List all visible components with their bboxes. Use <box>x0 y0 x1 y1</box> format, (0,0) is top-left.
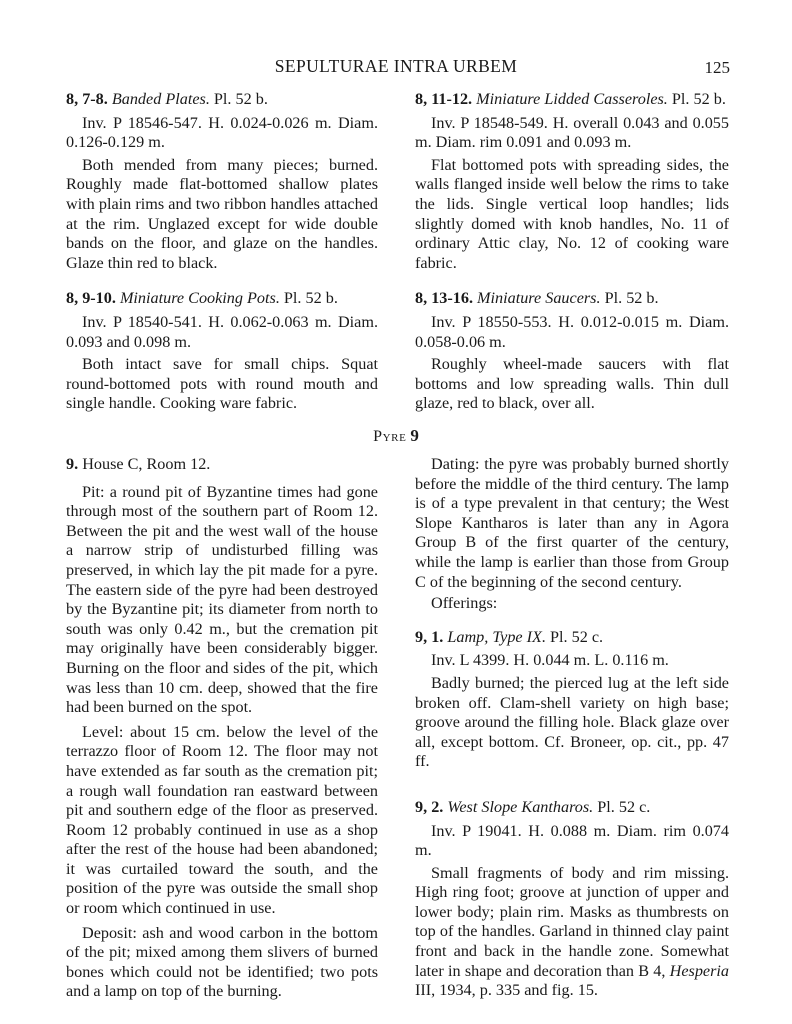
catalog-entry-miniature-cooking-pots <box>66 289 378 414</box>
entry-number: 9, 2. <box>415 797 444 816</box>
entry-number: 8, 7-8. <box>66 90 108 108</box>
catalog-entry-lamp <box>415 628 729 772</box>
entry-heading <box>66 289 378 309</box>
entry-description: Both intact save for small chips. Squat round-bottomed pots with round mouth and single handle. Cooking ware fabric. <box>66 355 378 413</box>
entry-description: Both mended from many pieces; burned. Roughly made flat-bottomed shallow plates with plain rims and two ribbon handles attached at the rim. Unglazed except for wide double bands on the floor, and glaze on the handles. Glaze thin red to black. <box>66 155 378 272</box>
entry-plate: Pl. 52 b. <box>213 90 268 108</box>
entry-description: Roughly wheel-made saucers with flat bottoms and low spreading walls. Thin dull glaze, red to black, over all. <box>415 355 729 413</box>
entry-inventory: Inv. P 18550-553. H. 0.012-0.015 m. Diam. 0.058-0.06 m. <box>415 312 729 351</box>
pyre-location: House C, Room 12. <box>82 455 211 473</box>
entry-heading <box>415 289 729 309</box>
top-left-column <box>66 90 378 430</box>
entry-plate: Pl. 52 b. <box>283 289 338 308</box>
pyre-level-paragraph: Level: about 15 cm. below the level of the terrazzo floor of Room 12. The floor may not have extended as far south as the cremation pit; a rough wall foundation ran eastward between pit and southern edge of the floor as preserved. Room 12 probably continued in use as a shop after the rest of the house had been abandoned; it was curtailed toward the south, and the position of the pyre was outside the small shop or room which continued in use. <box>66 722 378 918</box>
entry-plate: Pl. 52 b. <box>671 90 726 108</box>
entry-heading <box>66 90 378 110</box>
catalog-entry-banded-plates <box>66 90 378 273</box>
entry-title: Banded Plates. <box>111 90 210 108</box>
entry-description: Flat bottomed pots with spreading sides, the walls flanged inside well below the rims to take the lids. Single vertical loop handles; lids slightly domed with knob handles, No. 11 of ordinary Attic clay, No. 12 of cooking ware fabric. <box>415 155 729 272</box>
catalog-entry-west-slope-kantharos <box>415 798 729 1001</box>
entry-number: 9, 1. <box>415 627 444 646</box>
page-number: 125 <box>704 58 730 77</box>
entry-inventory: Inv. P 19041. H. 0.088 m. Diam. rim 0.074 m. <box>415 821 729 860</box>
entry-number: 8, 9-10. <box>66 289 116 308</box>
entry-inventory: Inv. P 18546-547. H. 0.024-0.026 m. Diam. 0.126-0.129 m. <box>66 113 378 152</box>
entry-heading <box>415 90 729 110</box>
entry-title: Miniature Saucers. <box>477 289 601 308</box>
pyre-pit-paragraph: Pit: a round pit of Byzantine times had gone through most of the southern part of Room 12. Between the pit and the west wall of the house a narrow strip of undisturbed filling was preserved, in which lay the pit made for a pyre. The eastern side of the pyre had been destroyed by the Byzantine pit; its diameter from north to south was only 0.42 m., but the cremation pit may originally have been considerably bigger. Burning on the floor and sides of the pit, which was less than 10 cm. deep, showed that the fire had been burned on the spot. <box>66 482 378 717</box>
catalog-entry-miniature-saucers <box>415 289 729 414</box>
entry-title: Lamp, Type IX. <box>447 627 546 646</box>
entry-plate: Pl. 52 b. <box>604 289 659 308</box>
journal-title: Hesperia <box>669 961 729 980</box>
description-main: Small fragments of body and rim missing. High ring foot; groove at junction of upper and lower body; plain rim. Masks as thumbrests on top of the handles. Garland in thinned clay paint front and back in the handle zone. Somewhat later in shape and decoration than B 4, <box>415 863 729 980</box>
section-title <box>0 426 792 446</box>
entry-inventory: Inv. L 4399. H. 0.044 m. L. 0.116 m. <box>431 651 669 670</box>
entry-number: 8, 13-16. <box>415 289 473 308</box>
page-header <box>0 52 792 82</box>
running-title: SEPULTURAE INTRA URBEM <box>274 56 518 76</box>
entry-description: Badly burned; the pierced lug at the left side broken off. Clam-shell variety on high base; groove around the filling hole. Black glaze over all, except bottom. Cf. Broneer, op. cit., pp. 47 ff. <box>415 673 729 771</box>
pyre-deposit-paragraph: Deposit: ash and wood carbon in the bottom of the pit; mixed among them slivers of burned bones which could not be identified; two pots and a lamp on top of the burning. <box>66 923 378 1001</box>
entry-inventory: Inv. P 18548-549. H. overall 0.043 and 0.055 m. Diam. rim 0.091 and 0.093 m. <box>415 113 729 152</box>
section-label: Pyre <box>373 428 407 445</box>
bottom-right-column <box>415 455 729 1017</box>
entry-title: West Slope Kantharos. <box>447 797 594 816</box>
entry-title: Miniature Lidded Casseroles. <box>476 90 668 108</box>
section-number: 9 <box>410 426 419 445</box>
pyre-number: 9. <box>66 455 79 473</box>
entry-plate: Pl. 52 c. <box>597 797 651 816</box>
bottom-left-column <box>66 455 378 1007</box>
pyre-offerings-label: Offerings: <box>431 594 498 613</box>
entry-inventory: Inv. P 18540-541. H. 0.062-0.063 m. Diam. 0.093 and 0.098 m. <box>66 312 378 351</box>
catalog-entry-lidded-casseroles <box>415 90 729 273</box>
pyre-heading <box>66 455 378 475</box>
entry-plate: Pl. 52 c. <box>550 627 604 646</box>
entry-title: Miniature Cooking Pots. <box>119 289 280 308</box>
description-tail: III, 1934, p. 335 and fig. 15. <box>415 981 598 1000</box>
pyre-dating-paragraph: Dating: the pyre was probably burned shortly before the middle of the third century. The lamp is of a type prevalent in that century; the West Slope Kantharos is later than any in Agora Group B of the first quarter of the century, while the lamp is earlier than those from Group C of the beginning of the second century. <box>415 455 729 591</box>
entry-description <box>415 864 729 1001</box>
entry-heading <box>415 798 729 818</box>
entry-number: 8, 11-12. <box>415 90 473 108</box>
entry-heading <box>415 628 729 648</box>
top-right-column <box>415 90 729 430</box>
